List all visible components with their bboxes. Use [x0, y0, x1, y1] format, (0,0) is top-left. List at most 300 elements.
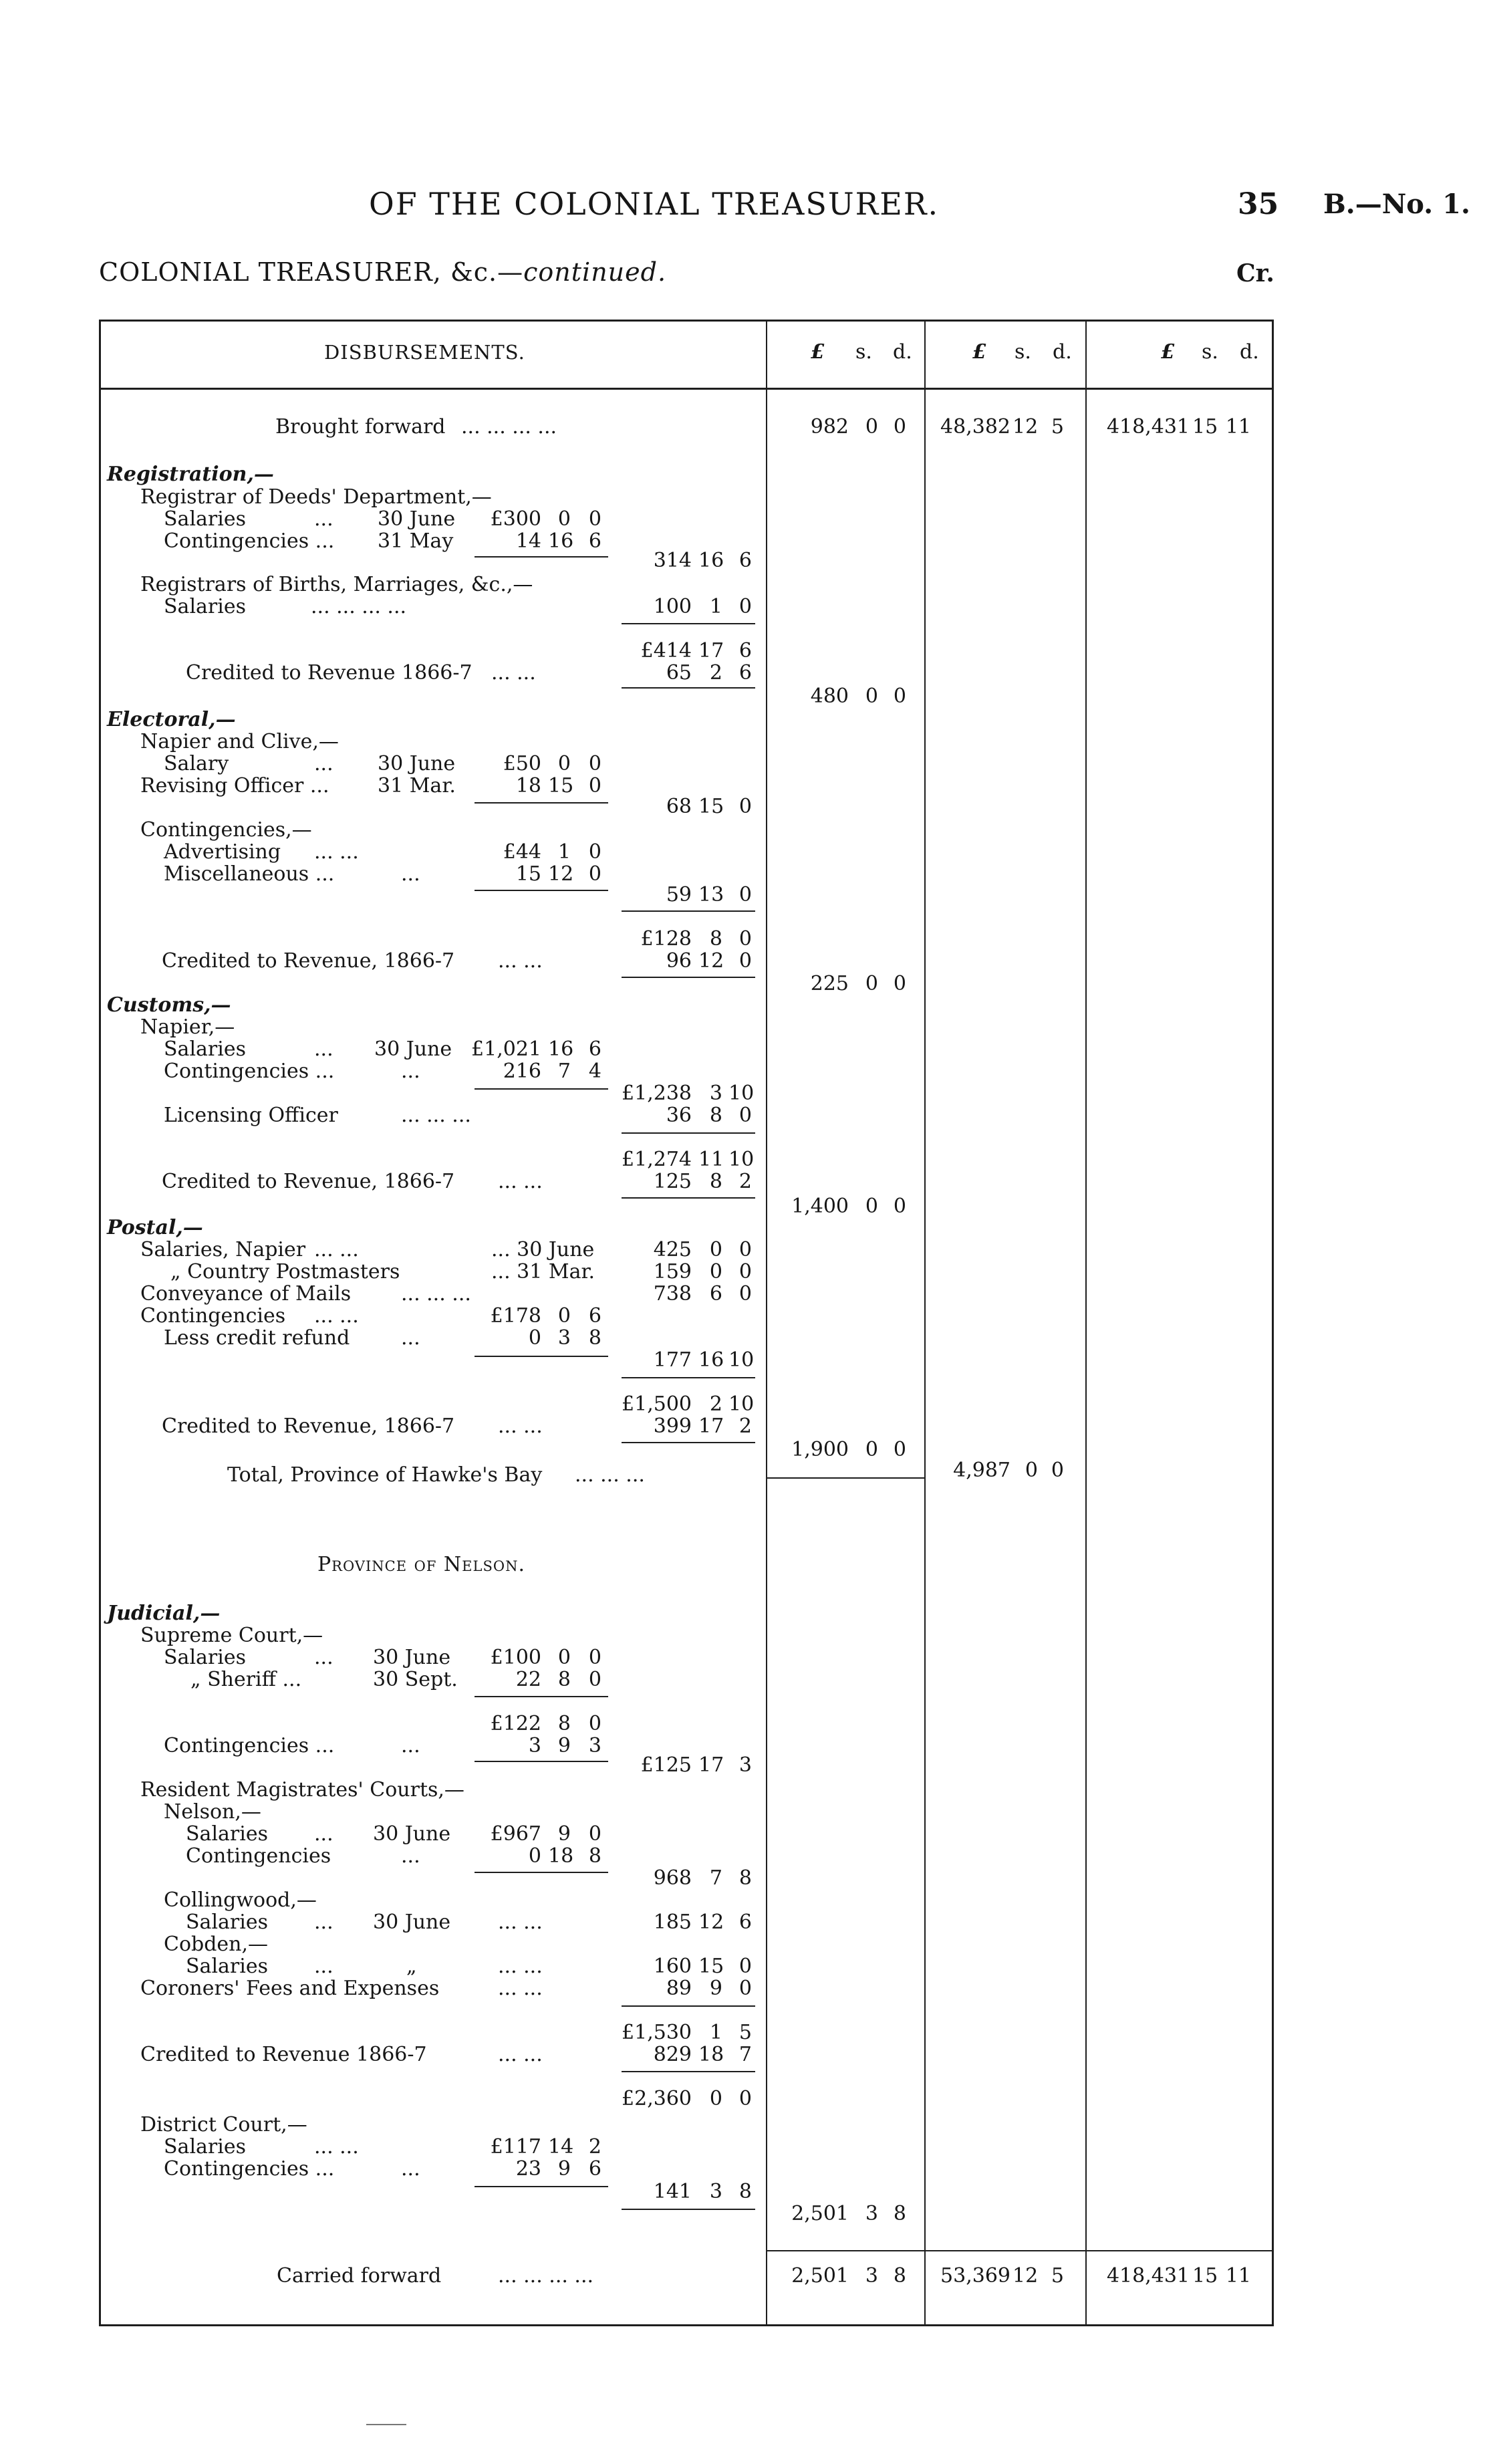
registration-net-pounds: 480	[810, 685, 849, 708]
electoral-misc-shillings: 12	[548, 862, 574, 886]
postal-less-credit-pounds: 0	[528, 1326, 541, 1350]
nelson-dc-salaries-pounds: £117	[490, 2135, 541, 2159]
postal-contingencies-label: Contingencies	[140, 1304, 286, 1328]
registration-contingencies-pence: 6	[588, 529, 601, 553]
customs-salaries-date: 30 June	[374, 1037, 452, 1061]
nelson-salaries-pence: 0	[588, 1646, 601, 1669]
nelson-rm-salaries-shillings: 9	[557, 1822, 571, 1846]
subtotal-rule	[622, 1442, 755, 1443]
postal-contingencies-dots: ... ...	[314, 1304, 359, 1328]
nelson-sum-shillings: 1	[709, 2021, 722, 2044]
registration-net-shillings: 0	[865, 685, 878, 708]
electoral-advertising-label: Advertising	[164, 840, 281, 864]
hawkes-bay-total-pounds: 4,987	[953, 1459, 1010, 1482]
electoral-sub1-pence: 0	[738, 795, 752, 818]
nelson-collingwood-heading: Collingwood,—	[164, 1888, 317, 1912]
customs-sum-pence: 10	[728, 1148, 755, 1171]
nelson-rm-salaries-dots: ...	[314, 1822, 333, 1846]
nelson-salaries-label: Salaries	[164, 1646, 247, 1669]
registration-salaries-date: 30 June	[378, 507, 456, 531]
subtotal-rule	[622, 2071, 755, 2072]
section-subtitle	[99, 257, 666, 287]
postal-conveyance-dots: ... ... ...	[401, 1282, 471, 1306]
header-rule	[99, 388, 1274, 390]
column-header-pence-3: d.	[1240, 340, 1259, 364]
brought-forward-dots: ... ... ... ...	[461, 415, 557, 439]
nelson-credited-pounds: 829	[653, 2043, 692, 2066]
registration-contingencies-shillings: 16	[548, 529, 574, 553]
customs-salaries-pence: 6	[588, 1037, 601, 1061]
electoral-contingencies-heading: Contingencies,—	[140, 818, 312, 842]
customs-licensing-label: Licensing Officer	[164, 1104, 338, 1127]
nelson-dc-salaries-dots: ... ...	[314, 2135, 359, 2159]
nelson-cobden-salaries-label: Salaries	[186, 1955, 269, 1978]
nelson-supreme-sum-pounds: £122	[490, 1712, 541, 1735]
postal-net-shillings: 0	[865, 1438, 878, 1461]
subtotal-rule	[475, 1356, 608, 1357]
subtotal-rule	[622, 1377, 755, 1378]
registration-credited-pence: 6	[738, 661, 752, 685]
customs-sub-shillings: 3	[709, 1082, 722, 1105]
nelson-credited-label: Credited to Revenue 1866-7	[140, 2043, 427, 2066]
postal-salaries-napier-pence: 0	[738, 1238, 752, 1261]
nelson-dc-contingencies-label: Contingencies ...	[164, 2157, 335, 2181]
customs-sum-shillings: 11	[698, 1148, 724, 1171]
customs-credited-pence: 2	[738, 1170, 752, 1193]
brought-forward-label: Brought forward	[275, 415, 446, 439]
nelson-cobden-pence: 0	[738, 1955, 752, 1978]
nelson-coroners-pence: 0	[738, 1977, 752, 2000]
electoral-credited-shillings: 12	[698, 949, 724, 973]
registration-salaries-pence: 0	[588, 507, 601, 531]
postal-contingencies-net-pounds: 177	[653, 1348, 692, 1372]
nelson-rm-salaries-pounds: £967	[490, 1822, 541, 1846]
postal-less-credit-label: Less credit refund	[164, 1326, 350, 1350]
nelson-rm-total-pence: 8	[738, 1866, 752, 1890]
nelson-net-pence: 8	[893, 2202, 906, 2225]
nelson-coroners-shillings: 9	[709, 1977, 722, 2000]
registration-births-pence: 0	[738, 595, 752, 618]
registration-contingencies-label: Contingencies ...	[164, 529, 335, 553]
nelson-rm-contingencies-pence: 8	[588, 1844, 601, 1868]
registration-salaries-label: Salaries	[164, 507, 247, 531]
subtotal-rule	[766, 1477, 925, 1479]
nelson-contingencies-pence: 3	[588, 1734, 601, 1757]
column-header-disbursements: DISBURSEMENTS.	[324, 341, 525, 364]
nelson-dc-contingencies-pence: 6	[588, 2157, 601, 2181]
customs-sub-pence: 10	[728, 1082, 755, 1105]
nelson-credited-dots: ... ...	[498, 2043, 543, 2066]
nelson-judicial-heading: Judicial,—	[107, 1602, 221, 1625]
postal-heading: Postal,—	[107, 1216, 203, 1239]
carried-forward-c2-pence: 5	[1051, 2264, 1064, 2288]
customs-credited-pounds: 125	[653, 1170, 692, 1193]
registration-net-pence: 0	[893, 685, 906, 708]
customs-licensing-pounds: 36	[666, 1104, 692, 1127]
nelson-salaries-date: 30 June	[373, 1646, 451, 1669]
subtotal-rule	[622, 977, 755, 978]
postal-country-shillings: 0	[709, 1260, 722, 1283]
registration-salaries-dots: ...	[314, 507, 333, 531]
electoral-salary-dots: ...	[314, 752, 333, 775]
nelson-dc-salaries-label: Salaries	[164, 2135, 247, 2159]
column-divider-3	[1085, 320, 1087, 2325]
brought-forward-c1-shillings: 0	[865, 415, 878, 439]
nelson-contingencies-dots: ...	[401, 1734, 420, 1757]
nelson-cobden-shillings: 15	[698, 1955, 724, 1978]
postal-conveyance-shillings: 6	[709, 1282, 722, 1306]
registration-salaries-pounds: £300	[490, 507, 541, 531]
electoral-net-pence: 0	[893, 972, 906, 995]
nelson-rm-nelson-heading: Nelson,—	[164, 1800, 261, 1824]
registration-deeds-total-pence: 6	[738, 549, 752, 572]
brought-forward-c1-pence: 0	[893, 415, 906, 439]
brought-forward-c2-pence: 5	[1051, 415, 1064, 439]
registration-credited-shillings: 2	[709, 661, 722, 685]
nelson-sheriff-label: „ Sheriff ...	[190, 1668, 302, 1691]
customs-salaries-label: Salaries	[164, 1037, 247, 1061]
electoral-credited-dots: ... ...	[498, 949, 543, 973]
registration-sum-shillings: 17	[698, 639, 724, 662]
nelson-collingwood-salaries-label: Salaries	[186, 1911, 269, 1934]
electoral-sum-pounds: £128	[640, 927, 692, 951]
nelson-rm-total-shillings: 7	[709, 1866, 722, 1890]
document-reference: B.—No. 1.	[1323, 189, 1470, 220]
electoral-revising-label: Revising Officer ...	[140, 774, 329, 797]
postal-contingencies-shillings: 0	[557, 1304, 571, 1328]
electoral-net-pounds: 225	[810, 972, 849, 995]
nelson-contingencies-shillings: 9	[557, 1734, 571, 1757]
column-header-shillings-1: s.	[855, 340, 872, 364]
customs-credited-label: Credited to Revenue, 1866-7	[162, 1170, 455, 1193]
registration-credited-pounds: 65	[666, 661, 692, 685]
nelson-cobden-ditto: „	[406, 1955, 417, 1978]
electoral-revising-pence: 0	[588, 774, 601, 797]
carried-forward-c1-pounds: 2,501	[791, 2264, 849, 2288]
nelson-dc-contingencies-dots: ...	[401, 2157, 420, 2181]
nelson-contingencies-pounds: 3	[528, 1734, 541, 1757]
nelson-sum-pounds: £1,530	[622, 2021, 692, 2044]
electoral-revising-date: 31 Mar.	[378, 774, 456, 797]
column-header-shillings-2: s.	[1015, 340, 1031, 364]
hawkes-bay-total-dots: ... ... ...	[575, 1463, 645, 1487]
brought-forward-c3-pence: 11	[1225, 415, 1251, 439]
nelson-credited-shillings: 18	[698, 2043, 724, 2066]
nelson-dc-total-pounds: 141	[653, 2180, 692, 2203]
nelson-supreme-total-pence: 3	[738, 1753, 752, 1777]
registration-deeds-total-shillings: 16	[698, 549, 724, 572]
customs-net-shillings: 0	[865, 1195, 878, 1218]
registration-births-heading: Registrars of Births, Marriages, &c.,—	[140, 573, 533, 596]
carried-forward-c3-shillings: 15	[1192, 2264, 1218, 2288]
nelson-cobden-pounds: 160	[653, 1955, 692, 1978]
customs-contingencies-pence: 4	[588, 1060, 601, 1083]
hawkes-bay-total-pence: 0	[1051, 1459, 1064, 1482]
nelson-collingwood-dots: ...	[314, 1911, 333, 1934]
nelson-collingwood-pence: 6	[738, 1911, 752, 1934]
subtotal-rule	[622, 623, 755, 624]
nelson-dc-salaries-pence: 2	[588, 2135, 601, 2159]
electoral-napier-heading: Napier and Clive,—	[140, 730, 339, 753]
registration-heading: Registration,—	[107, 463, 274, 486]
postal-less-credit-dots: ...	[401, 1326, 420, 1350]
postal-credited-label: Credited to Revenue, 1866-7	[162, 1414, 455, 1438]
postal-contingencies-pence: 6	[588, 1304, 601, 1328]
subtotal-rule	[622, 687, 755, 689]
subtotal-rule	[622, 2209, 755, 2210]
postal-salaries-napier-label: Salaries, Napier	[140, 1238, 306, 1261]
column-header-pence-2: d.	[1053, 340, 1072, 364]
postal-contingencies-pounds: £178	[490, 1304, 541, 1328]
electoral-sum-pence: 0	[738, 927, 752, 951]
column-header-pounds-2: £	[972, 340, 986, 364]
nelson-supreme-court-heading: Supreme Court,—	[140, 1624, 323, 1647]
column-divider-2	[924, 320, 926, 2325]
carried-forward-rule	[766, 2250, 1274, 2251]
subtotal-rule	[622, 1132, 755, 1134]
nelson-rm-contingencies-dots: ...	[401, 1844, 420, 1868]
postal-credited-pence: 2	[738, 1414, 752, 1438]
column-header-pounds-1: £	[811, 340, 825, 364]
nelson-sum2-shillings: 0	[709, 2087, 722, 2110]
customs-net-pounds: 1,400	[791, 1195, 849, 1218]
postal-country-date: ... 31 Mar.	[491, 1260, 595, 1283]
column-header-pence-1: d.	[893, 340, 912, 364]
electoral-advertising-pounds: £44	[503, 840, 541, 864]
electoral-sub2-pounds: 59	[666, 883, 692, 906]
postal-credited-pounds: 399	[653, 1414, 692, 1438]
electoral-salary-label: Salary	[164, 752, 229, 775]
registration-sum-pence: 6	[738, 639, 752, 662]
nelson-dc-total-pence: 8	[738, 2180, 752, 2203]
carried-forward-dots: ... ... ... ...	[498, 2264, 594, 2288]
nelson-supreme-total-shillings: 17	[698, 1753, 724, 1777]
nelson-rm-contingencies-shillings: 18	[548, 1844, 574, 1868]
postal-salaries-napier-pounds: 425	[653, 1238, 692, 1261]
electoral-salary-shillings: 0	[557, 752, 571, 775]
customs-heading: Customs,—	[107, 993, 231, 1017]
carried-forward-c1-shillings: 3	[865, 2264, 878, 2288]
nelson-rm-salaries-label: Salaries	[186, 1822, 269, 1846]
subtotal-rule	[475, 1761, 608, 1762]
postal-country-pounds: 159	[653, 1260, 692, 1283]
carried-forward-c1-pence: 8	[893, 2264, 906, 2288]
electoral-salary-date: 30 June	[378, 752, 456, 775]
electoral-sub1-pounds: 68	[666, 795, 692, 818]
nelson-net-shillings: 3	[865, 2202, 878, 2225]
electoral-misc-dots: ...	[401, 862, 420, 886]
nelson-rm-contingencies-label: Contingencies	[186, 1844, 331, 1868]
electoral-misc-pence: 0	[588, 862, 601, 886]
nelson-cobden-dots-2: ... ...	[498, 1955, 543, 1978]
electoral-advertising-dots: ... ...	[314, 840, 359, 864]
customs-sum-pounds: £1,274	[622, 1148, 692, 1171]
registration-births-shillings: 1	[709, 595, 722, 618]
registration-births-dots: ... ... ... ...	[311, 595, 407, 618]
customs-licensing-shillings: 8	[709, 1104, 722, 1127]
nelson-sheriff-pence: 0	[588, 1668, 601, 1691]
nelson-collingwood-shillings: 12	[698, 1911, 724, 1934]
subtotal-rule	[475, 802, 608, 804]
postal-conveyance-pounds: 738	[653, 1282, 692, 1306]
electoral-heading: Electoral,—	[107, 708, 236, 731]
electoral-sub1-shillings: 15	[698, 795, 724, 818]
subtotal-rule	[475, 1088, 608, 1090]
nelson-credited-pence: 7	[738, 2043, 752, 2066]
electoral-credited-pounds: 96	[666, 949, 692, 973]
nelson-dc-total-shillings: 3	[709, 2180, 722, 2203]
province-nelson-title: Province of Nelson.	[317, 1553, 525, 1576]
carried-forward-c3-pounds: 418,431	[1106, 2264, 1190, 2288]
customs-sub-pounds: £1,238	[622, 1082, 692, 1105]
electoral-advertising-shillings: 1	[557, 840, 571, 864]
subtotal-rule	[475, 1872, 608, 1873]
postal-contingencies-net-shillings: 16	[698, 1348, 724, 1372]
brought-forward-c2-shillings: 12	[1013, 415, 1039, 439]
customs-licensing-pence: 0	[738, 1104, 752, 1127]
nelson-supreme-sum-pence: 0	[588, 1712, 601, 1735]
electoral-salary-pence: 0	[588, 752, 601, 775]
page-number: 35	[1238, 187, 1279, 221]
customs-credited-shillings: 8	[709, 1170, 722, 1193]
postal-contingencies-net-pence: 10	[728, 1348, 755, 1372]
nelson-supreme-total-pounds: £125	[640, 1753, 692, 1777]
postal-net-pence: 0	[893, 1438, 906, 1461]
table-right-border	[1272, 320, 1274, 2326]
nelson-sheriff-pounds: 22	[515, 1668, 541, 1691]
electoral-net-shillings: 0	[865, 972, 878, 995]
postal-country-label: „ Country Postmasters	[170, 1260, 400, 1283]
subtotal-rule	[475, 2186, 608, 2187]
registration-deeds-heading: Registrar of Deeds' Department,—	[140, 485, 492, 509]
subtotal-rule	[622, 2005, 755, 2007]
subtotal-rule	[622, 1197, 755, 1199]
postal-salaries-napier-date: ... 30 June	[491, 1238, 595, 1261]
nelson-dc-contingencies-pounds: 23	[515, 2157, 541, 2181]
nelson-dc-contingencies-shillings: 9	[557, 2157, 571, 2181]
table-top-border	[99, 320, 1274, 322]
postal-sum-shillings: 2	[709, 1392, 722, 1416]
nelson-sum2-pounds: £2,360	[622, 2087, 692, 2110]
hawkes-bay-total-label: Total, Province of Hawke's Bay	[227, 1463, 543, 1487]
nelson-cobden-heading: Cobden,—	[164, 1933, 269, 1956]
registration-births-salaries-label: Salaries	[164, 595, 247, 618]
customs-salaries-pounds: £1,021	[471, 1037, 541, 1061]
subtitle-text: COLONIAL TREASURER, &c.—	[99, 257, 524, 287]
nelson-sum2-pence: 0	[738, 2087, 752, 2110]
nelson-salaries-shillings: 0	[557, 1646, 571, 1669]
customs-licensing-dots: ... ... ...	[401, 1104, 471, 1127]
nelson-salaries-dots: ...	[314, 1646, 333, 1669]
subtotal-rule	[622, 910, 755, 912]
customs-contingencies-dots: ...	[401, 1060, 420, 1083]
electoral-advertising-pence: 0	[588, 840, 601, 864]
registration-credited-dots: ... ...	[491, 661, 536, 685]
subtitle-continued: continued.	[523, 257, 667, 287]
table-bottom-border	[99, 2324, 1274, 2326]
postal-credited-shillings: 17	[698, 1414, 724, 1438]
column-header-pounds-3: £	[1161, 340, 1175, 364]
electoral-sub2-shillings: 13	[698, 883, 724, 906]
registration-deeds-total-pounds: 314	[653, 549, 692, 572]
nelson-collingwood-pounds: 185	[653, 1911, 692, 1934]
customs-contingencies-shillings: 7	[557, 1060, 571, 1083]
subtotal-rule	[475, 1696, 608, 1697]
brought-forward-c3-shillings: 15	[1192, 415, 1218, 439]
nelson-coroners-pounds: 89	[666, 1977, 692, 2000]
electoral-credited-pence: 0	[738, 949, 752, 973]
column-header-shillings-3: s.	[1202, 340, 1218, 364]
nelson-sheriff-date: 30 Sept.	[373, 1668, 458, 1691]
nelson-coroners-label: Coroners' Fees and Expenses	[140, 1977, 440, 2000]
subtotal-rule	[475, 890, 608, 891]
registration-contingencies-pounds: 14	[515, 529, 541, 553]
postal-conveyance-pence: 0	[738, 1282, 752, 1306]
footer-rule	[366, 2424, 406, 2425]
postal-credited-dots: ... ...	[498, 1414, 543, 1438]
subtotal-rule	[475, 556, 608, 558]
brought-forward-c2-pounds: 48,382	[940, 415, 1010, 439]
customs-net-pence: 0	[893, 1195, 906, 1218]
nelson-net-pounds: 2,501	[791, 2202, 849, 2225]
nelson-district-court-heading: District Court,—	[140, 2113, 307, 2136]
nelson-dc-salaries-shillings: 14	[548, 2135, 574, 2159]
customs-salaries-shillings: 16	[548, 1037, 574, 1061]
table-left-border	[99, 320, 101, 2326]
electoral-misc-label: Miscellaneous ...	[164, 862, 335, 886]
postal-country-pence: 0	[738, 1260, 752, 1283]
electoral-revising-shillings: 15	[548, 774, 574, 797]
postal-sum-pence: 10	[728, 1392, 755, 1416]
postal-net-pounds: 1,900	[791, 1438, 849, 1461]
electoral-credited-label: Credited to Revenue, 1866-7	[162, 949, 455, 973]
nelson-cobden-dots: ...	[314, 1955, 333, 1978]
nelson-salaries-pounds: £100	[490, 1646, 541, 1669]
postal-sum-pounds: £1,500	[622, 1392, 692, 1416]
customs-contingencies-pounds: 216	[503, 1060, 541, 1083]
nelson-supreme-sum-shillings: 8	[557, 1712, 571, 1735]
credit-side-label: Cr.	[1236, 259, 1274, 287]
customs-contingencies-label: Contingencies ...	[164, 1060, 335, 1083]
brought-forward-c1-pounds: 982	[810, 415, 849, 439]
electoral-revising-pounds: 18	[515, 774, 541, 797]
nelson-coroners-dots: ... ...	[498, 1977, 543, 2000]
electoral-sum-shillings: 8	[709, 927, 722, 951]
nelson-rm-salaries-pence: 0	[588, 1822, 601, 1846]
registration-sum-pounds: £414	[640, 639, 692, 662]
nelson-rm-courts-heading: Resident Magistrates' Courts,—	[140, 1778, 464, 1802]
electoral-salary-pounds: £50	[503, 752, 541, 775]
customs-credited-dots: ... ...	[498, 1170, 543, 1193]
customs-salaries-dots: ...	[314, 1037, 333, 1061]
hawkes-bay-total-shillings: 0	[1025, 1459, 1038, 1482]
registration-salaries-shillings: 0	[557, 507, 571, 531]
postal-less-credit-shillings: 3	[557, 1326, 571, 1350]
registration-births-pounds: 100	[653, 595, 692, 618]
postal-less-credit-pence: 8	[588, 1326, 601, 1350]
carried-forward-c3-pence: 11	[1225, 2264, 1251, 2288]
nelson-collingwood-dots-2: ... ...	[498, 1911, 543, 1934]
carried-forward-c2-pounds: 53,369	[940, 2264, 1010, 2288]
postal-salaries-napier-dots: ... ...	[314, 1238, 359, 1261]
nelson-collingwood-date: 30 June	[373, 1911, 451, 1934]
customs-napier-heading: Napier,—	[140, 1015, 235, 1039]
nelson-rm-total-pounds: 968	[653, 1866, 692, 1890]
carried-forward-c2-shillings: 12	[1013, 2264, 1039, 2288]
electoral-misc-pounds: 15	[515, 862, 541, 886]
column-divider-1	[766, 320, 767, 2325]
page-title: OF THE COLONIAL TREASURER.	[369, 186, 940, 222]
